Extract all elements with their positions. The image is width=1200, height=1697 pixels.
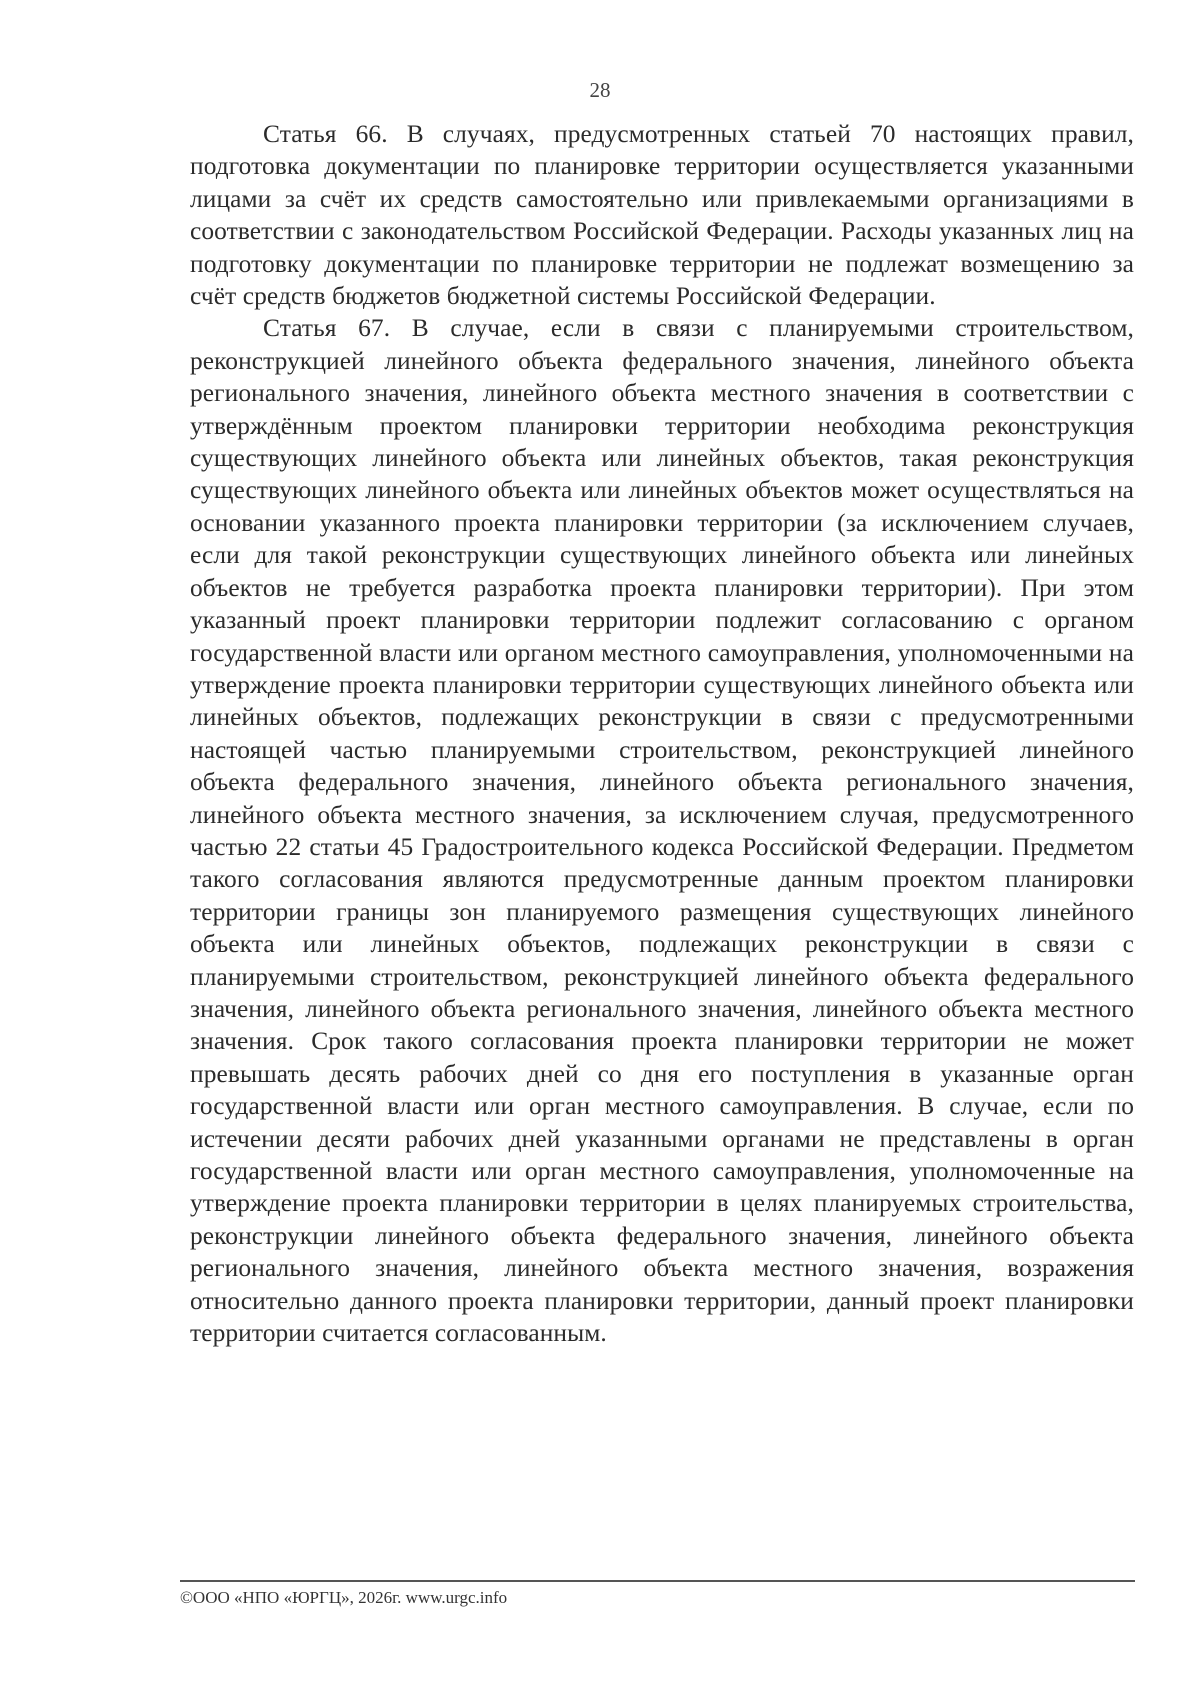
- footer-copyright: ©ООО «НПО «ЮРГЦ», 2026г. www.urgc.info: [180, 1588, 508, 1607]
- article-66-paragraph: Статья 66. В случаях, предусмотренных статьей 70 настоящих правил, подготовка документации по планировке территории осуществляется указанными лицами за счёт их средств самостоятельно или привлекаемыми организациями в соответствии с законодательством Российской Федерации. Расходы указанных лиц на подготовку документации по планировке территории не подлежат возмещению за счёт средств бюджетов бюджетной системы Российской Федерации.: [190, 120, 1134, 311]
- article-67-paragraph: Статья 67. В случае, если в связи с планируемыми строительством, реконструкцией линейного объекта федерального значения, линейного объекта регионального значения, линейного объекта местного значения в соответствии с утверждённым проектом планировки территории необходима реконструкция существующих линейного объекта или линейных объектов, такая реконструкция существующих линейного объекта или линейных объектов может осуществляться на основании указанного проекта планировки территории (за исключением случаев, если для такой реконструкции существующих линейного объекта или линейных объектов не требуется разработка проекта планировки территории). При этом указанный проект планировки территории подлежит согласованию с органом государственной власти или органом местного самоуправления, уполномоченными на утверждение проекта планировки территории существующих линейного объекта или линейных объектов, подлежащих реконструкции в связи с предусмотренными настоящей частью планируемыми строительством, реконструкцией линейного объекта федерального значения, линейного объекта регионального значения, линейного объекта местного значения, за исключением случая, предусмотренного частью 22 статьи 45 Градостроительного кодекса Российской Федерации. Предметом такого согласования являются предусмотренные данным проектом планировки территории границы зон планируемого размещения существующих линейного объекта или линейных объектов, подлежащих реконструкции в связи с планируемыми строительством, реконструкцией линейного объекта федерального значения, линейного объекта регионального значения, линейного объекта местного значения. Срок такого согласования проекта планировки территории не может превышать десять рабочих дней со дня его поступления в указанные орган государственной власти или орган местного самоуправления. В случае, если по истечении десяти рабочих дней указанными органами не представлены в орган государственной власти или орган местного самоуправления, уполномоченные на утверждение проекта планировки территории в целях планируемых строительства, реконструкции линейного объекта федерального значения, линейного объекта регионального значения, линейного объекта местного значения, возражения относительно данного проекта планировки территории, данный проект планировки территории считается согласованным.: [190, 314, 1134, 1348]
- footer-divider: [180, 1580, 1135, 1582]
- page-number: 28: [589, 78, 611, 102]
- document-body: [190, 118, 1134, 1349]
